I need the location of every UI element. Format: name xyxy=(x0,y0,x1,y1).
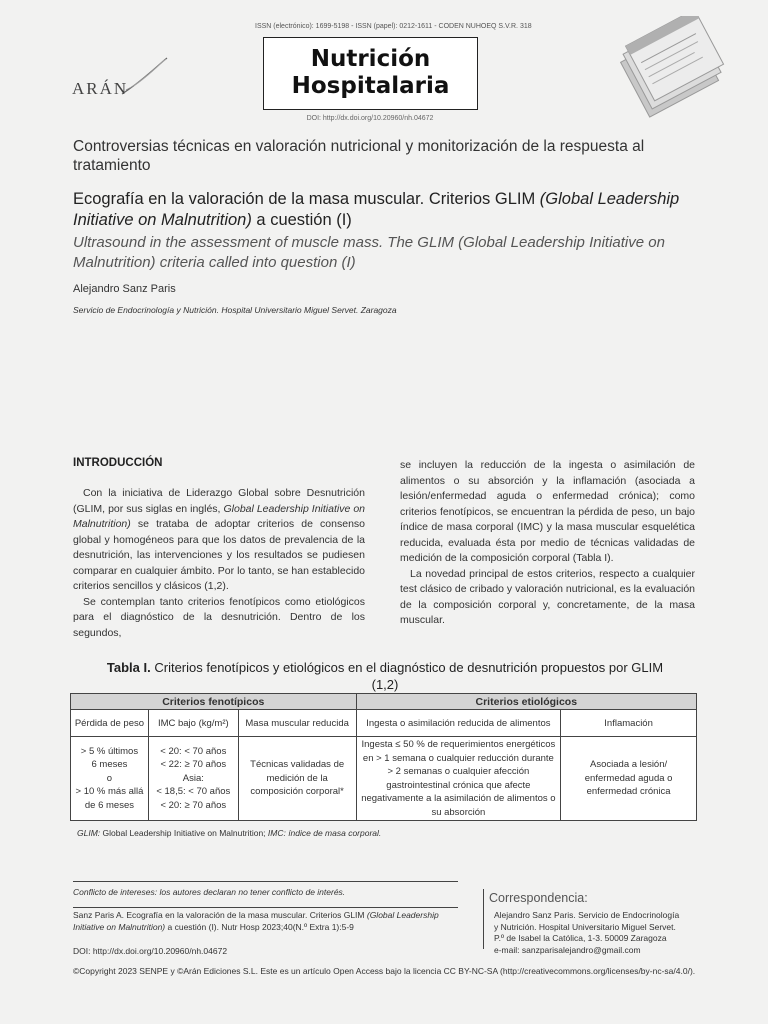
table-column-header: Masa muscular reducida xyxy=(238,710,356,737)
table-group-header: Criterios fenotípicos xyxy=(71,694,357,710)
correspondence-heading: Correspondencia: xyxy=(489,891,588,905)
table-column-header: Inflamación xyxy=(561,710,697,737)
table-column-header: Pérdida de peso xyxy=(71,710,149,737)
journal-name-line1: Nutrición xyxy=(310,46,431,72)
article-title-english: Ultrasound in the assessment of muscle mass. The GLIM (Global Leadership Initiative on Malnutrition) criteria called into question (I) xyxy=(73,234,665,271)
section-title: Controversias técnicas en valoración nutricional y monitorización de la respuesta al tratamiento xyxy=(73,138,645,174)
citation: Sanz Paris A. Ecografía en la valoración de la masa muscular. Criterios GLIM (Global Leadership Initiative on Malnutrition) a cuestión (I). Nutr Hosp 2023;40(N.º Extra 1):5-9 xyxy=(73,910,439,932)
journal-logo xyxy=(263,37,478,110)
table-group-header: Criterios etiológicos xyxy=(356,694,696,710)
journal-name-line2: Hospitalaria xyxy=(291,73,450,99)
footer-divider xyxy=(73,907,458,908)
table-cell: Ingesta ≤ 50 % de requerimientos energéticos en > 1 semana o cualquier reducción durante > 2 semanas o cualquier afección gastrointestinal crónica que afecte negativamente a la asimilación de alimentos o su absorción xyxy=(356,737,561,821)
table-column-header: Ingesta o asimilación reducida de alimentos xyxy=(356,710,561,737)
table-caption: Tabla I. Criterios fenotípicos y etiológicos en el diagnóstico de desnutrición propuestos por GLIM (1,2) xyxy=(106,660,664,692)
criteria-table xyxy=(70,693,697,821)
conflict-statement: Conflicto de intereses: los autores declaran no tener conflicto de interés. xyxy=(73,887,346,897)
issn-line: ISSN (electrónico): 1699-5198 - ISSN (papel): 0212-1611 - CODEN NUHOEQ S.V.R. 318 xyxy=(255,23,532,30)
paragraph: Se contemplan tanto criterios fenotípicos como etiológicos para el diagnóstico de la desnutrición. Dentro de los segundos, xyxy=(73,595,365,639)
correspondence-divider xyxy=(483,889,484,949)
publisher-logo xyxy=(72,62,172,102)
copyright-notice: ©Copyright 2023 SENPE y ©Arán Ediciones S.L. Este es un artículo Open Access bajo la licencia CC BY-NC-SA (http://creativecommons.org/licenses/by-nc-sa/4.0/). xyxy=(73,966,696,976)
table-footnote: GLIM: Global Leadership Initiative on Malnutrition; IMC: índice de masa corporal. xyxy=(77,828,382,838)
introduction-heading: INTRODUCCIÓN xyxy=(73,457,163,469)
paragraph: Con la iniciativa de Liderazgo Global sobre Desnutrición (GLIM, por sus siglas en inglés, Global Leadership Initiative on Malnutrition) se trataba de adoptar criterios de consenso global y homogéneos para que los datos de prevalencia de la desnutrición, las intervenciones y los resultados se pudiesen comparar en cualquier ámbito. Por lo tanto, se han establecido criterios sencillos y clásicos (1,2). xyxy=(73,487,365,592)
table-column-header: IMC bajo (kg/m²) xyxy=(148,710,238,737)
author-name: Alejandro Sanz Paris xyxy=(73,283,176,295)
doi-footer: DOI: http://dx.doi.org/10.20960/nh.04672 xyxy=(73,946,228,956)
paragraph: se incluyen la reducción de la ingesta o asimilación de alimentos o su absorción y la inflamación (asociada a lesión/enfermedad aguda o enfermedad crónica); como criterios fenotípicos, se encuentran la pérdida de peso, un bajo índice de masa corporal (IMC) y la masa muscular esquelética reducida, evaluada ésta por medio de técnicas validadas de medición de la composición corporal (Tabla I). xyxy=(400,459,695,564)
table-cell: Asociada a lesión/ enfermedad aguda o enfermedad crónica xyxy=(561,737,697,821)
author-affiliation: Servicio de Endocrinología y Nutrición. Hospital Universitario Miguel Servet. Zaragoza xyxy=(73,305,397,315)
body-column-left xyxy=(73,486,365,641)
correspondence-details: Alejandro Sanz Paris. Servicio de Endocrinología y Nutrición. Hospital Universitario Miguel Servet. P.º de Isabel la Católica, 1-3. 50009 Zaragoza e-mail: sanzparisalejandro@gmail.com xyxy=(494,910,704,956)
doi-header: DOI: http://dx.doi.org/10.20960/nh.04672 xyxy=(306,115,434,122)
paragraph: La novedad principal de estos criterios, respecto a cualquier test clásico de cribado y valoración nutricional, es la evaluación de la composición corporal y, concretamente, de la masa muscular. xyxy=(400,567,695,626)
table-cell: Técnicas validadas de medición de la composición corporal* xyxy=(238,737,356,821)
publisher-name: ARÁN xyxy=(72,79,129,98)
table-cell: < 20: < 70 años < 22: ≥ 70 años Asia: < 18,5: < 70 años < 20: ≥ 70 años xyxy=(148,737,238,821)
body-column-right xyxy=(400,458,695,629)
email-link[interactable]: e-mail: sanzparisalejandro@gmail.com xyxy=(494,944,641,955)
article-title: Ecografía en la valoración de la masa muscular. Criterios GLIM (Global Leadership Initiative on Malnutrition) a cuestión (I) xyxy=(73,190,680,229)
footer-divider xyxy=(73,881,458,882)
journal-covers-image xyxy=(590,16,750,124)
table-cell: > 5 % últimos 6 meses o > 10 % más allá de 6 meses xyxy=(71,737,149,821)
